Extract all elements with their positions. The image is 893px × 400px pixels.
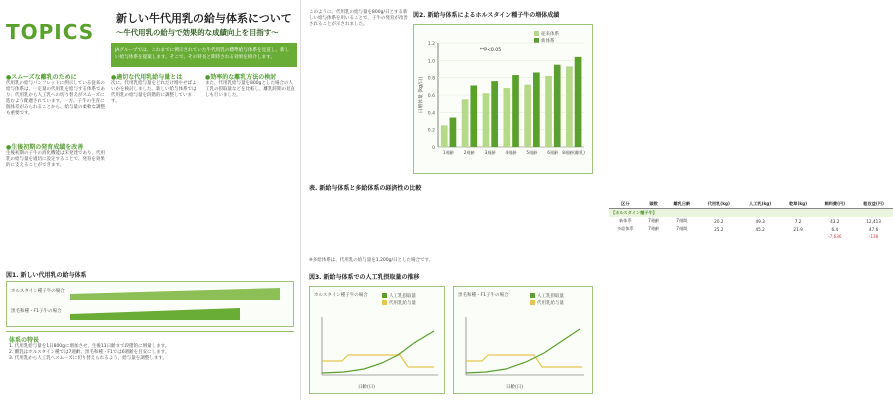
- figure-1-note-title: 体系の特長: [9, 337, 40, 344]
- table-row: 新体系 7週齢 7週間 20.2 49.3 7.2 43.2 12,413: [619, 218, 881, 224]
- section-2-title: ●生後初期の発育成績を改善: [6, 144, 84, 151]
- figure-1-row-holstein: ホルスタイン種子牛の場合: [11, 289, 65, 294]
- figure-2-bar: [545, 76, 552, 147]
- section-4-text: また、代用乳給与量を800gとした場合の人工乳の摂取量などを比較し、離乳時期の見直しも行いました。: [205, 81, 295, 99]
- figure-2-ytick: 0: [432, 146, 435, 151]
- figure-3-panel-2-chart: [458, 315, 590, 385]
- figure-2-ytick: 0.8: [427, 76, 435, 82]
- figure-2-xtick: 1週齢: [442, 150, 454, 155]
- page-title: 新しい牛代用乳の給与体系について: [116, 12, 292, 25]
- holstein-feed-band: [70, 288, 280, 300]
- figure-2-bar: [554, 65, 561, 147]
- section-1-text: 代用乳の給与パンフレットに例示している従来の給与体系は、一定量の代用乳を給与する体系であり、代用乳から人工乳への切り替えがスムーズに進むよう配慮されています。一方、子牛の生育に個体差がみられることから、給与量の柔軟な調整も重要です。: [6, 81, 105, 117]
- figure-3-panel-1-chart: [314, 315, 442, 385]
- topics-logo: TOPICS: [6, 20, 95, 44]
- figure-1-box: [6, 281, 294, 327]
- figure-2-bar: [566, 66, 573, 147]
- right-page: [300, 0, 884, 400]
- figure-3-panel-2: [453, 286, 593, 394]
- table-section: 【ホルスタイン種子牛】: [609, 209, 893, 218]
- table-section-row: [609, 209, 893, 218]
- figure-2-xtick: 8週齢(離乳): [562, 150, 585, 155]
- figure-2-ytick: 1.2: [427, 42, 435, 47]
- figure-3-xlabel-1: 日齢(日): [358, 385, 376, 390]
- figure-1-diagram: [70, 284, 290, 326]
- figure-2-bar: [483, 93, 490, 147]
- figure-2-bar: [450, 118, 457, 147]
- col-4: 代用乳(kg): [698, 200, 739, 209]
- figure-1-notes: [6, 331, 294, 395]
- figure-2-chart: [414, 25, 592, 171]
- table-title: 表. 新給与体系と多給体系の経済性の比較: [309, 185, 422, 192]
- figure-1-title: 図1. 新しい代用乳の給与体系: [6, 272, 87, 279]
- figure-2-xtick: 5週齢: [526, 150, 538, 155]
- figure-2-annotation: **P<0.05: [479, 48, 502, 53]
- figure-2-ytick: 0.4: [427, 111, 435, 117]
- figure-2-ylabel: 日増体量 (kg/日): [419, 76, 424, 114]
- page-subtitle: 〜牛代用乳の給与で効果的な成績向上を目指す〜: [116, 28, 279, 37]
- col-2: 頭数: [642, 200, 666, 209]
- figure-2-ytick: 0.2: [427, 128, 435, 134]
- figure-2-bar: [575, 57, 582, 147]
- section-3: [111, 72, 199, 105]
- figure-2-bar: [533, 72, 540, 147]
- figure-3-panel-1: [309, 286, 445, 394]
- table-header-row: [609, 200, 893, 209]
- figure-2-xtick: 3週齢: [484, 150, 496, 155]
- figure-2-chart-box: [413, 24, 593, 174]
- section-2-text: 生後初期の子牛の消化機能は未発達であり、代用乳の給与量を適切に設定することで、発育を効果的に支えることができます。: [6, 151, 105, 169]
- figure-2-bar: [512, 75, 519, 147]
- section-4-title: ●効率的な離乳方法の検討: [205, 74, 277, 81]
- figure-2-bar: [491, 81, 498, 147]
- section-3-text: 次に、代用乳給与量をどれだけ増やせばよいかを検討しました。新しい給与体系では代用乳の給与量を段階的に調整しています。: [111, 81, 197, 105]
- figure-2-bar: [470, 85, 477, 147]
- figure-1-note-2: 2. 離乳はホルスタイン種では7週齢、黒毛和種・F1では6週齢を目安にします。: [9, 350, 170, 356]
- figure-2-xtick: 6週齢: [547, 150, 559, 155]
- figure-2-bar: [441, 125, 448, 147]
- col-6: 乾草(kg): [781, 200, 816, 209]
- col-8: 粗収益(円): [854, 200, 893, 209]
- economics-table: [609, 200, 893, 240]
- section-4: [205, 72, 295, 99]
- left-page: [0, 0, 300, 400]
- col-7: 飼料費(円): [815, 200, 854, 209]
- figure-2-bar: [524, 85, 531, 147]
- table-row: 多給体系 7週齢 7週間 25.2 45.2 21.9 6.4 47.6: [616, 226, 879, 232]
- figure-2-xtick: 4週齢: [505, 150, 517, 155]
- figure-3-panel-2-legend: 人工乳摂取量 代用乳給与量: [530, 293, 564, 307]
- figure-3-panel-1-label: ホルスタイン種子牛の場合: [314, 293, 368, 298]
- figure-2-ytick: 0.6: [427, 94, 435, 99]
- figure-1-note-3: 3. 代用乳から人工乳へスムーズに切り替えられるよう、給与量を調整します。: [9, 356, 167, 362]
- figure-1-row-wagyu: 黒毛和種・F1子牛の場合: [11, 309, 62, 314]
- legend-item-new: 新体系: [534, 38, 559, 45]
- table-note: ※多給体系は、代用乳の給与量を1,200g/日とした場合です。: [309, 258, 434, 263]
- table-extra-row: -7,636 -138: [828, 234, 879, 239]
- figure-1-note-1: 1. 代用乳給与量を1日800gに増加させ、生後11日齢まで段階的に増量します。: [9, 344, 170, 349]
- col-5: 人工乳(kg): [739, 200, 780, 209]
- col-1: 区分: [609, 200, 642, 209]
- intro-banner: JAグループでは、これまでに例示されていた牛代用乳の標準給与体系を見直し、新しい給与体系を提案します。そこで、その特長と期待される効果を紹介します。: [111, 43, 297, 67]
- figure-2-bar: [503, 88, 510, 147]
- figure-3-panel-1-legend: 人工乳摂取量 代用乳給与量: [382, 293, 416, 307]
- col-3: 離乳日齢: [665, 200, 698, 209]
- right-paragraph: このように、代用乳の給与量を800g/日とする新しい給与体系を用いることで、子牛の発育が改善されることが示されました。: [309, 10, 408, 28]
- figure-2-ytick: 1.0: [427, 59, 435, 65]
- section-2: [6, 142, 106, 169]
- legend-item-conventional: 従来体系: [534, 31, 559, 38]
- figure-2-xtick: 2週齢: [463, 150, 475, 155]
- section-1-title: ●スムーズな離乳のために: [6, 74, 77, 81]
- section-3-title: ●適切な代用乳給与量とは: [111, 74, 183, 81]
- figure-3-panel-2-label: 黒毛和種・F1子牛の場合: [458, 293, 509, 298]
- section-1: [6, 72, 106, 117]
- figure-2-title: 図2. 新給与体系によるホルスタイン種子牛の増体成績: [413, 12, 560, 19]
- figure-2-bar: [462, 99, 469, 147]
- figure-3-title: 図3. 新給与体系での人工乳摂取量の推移: [309, 274, 420, 281]
- wagyu-feed-band: [70, 308, 240, 320]
- figure-3-xlabel-2: 日齢(日): [506, 385, 524, 390]
